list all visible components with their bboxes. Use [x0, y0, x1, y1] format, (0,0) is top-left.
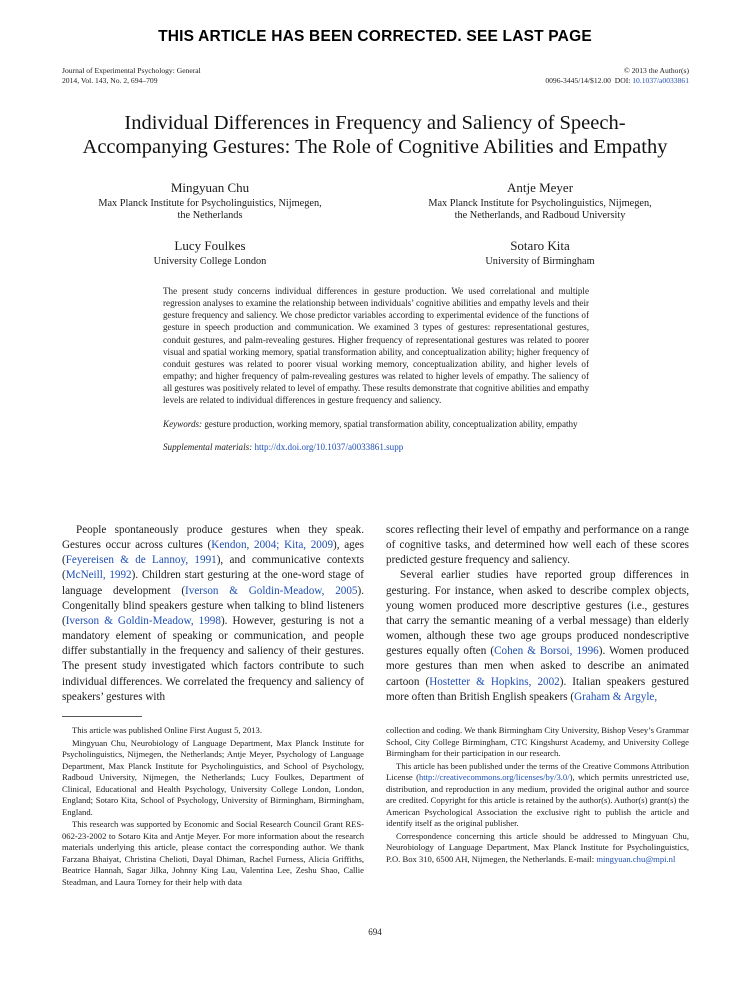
body-text: ). Women produced more gestures than men when asked to describe an animated cartoon ( [386, 645, 689, 688]
footnote-text: ), which permits unrestricted use, distribution, and reproduction in any medium, provided the original author and source are credited. Copyright for this article is retained by the author(s). Author(s) grant(s) the American Psychological Association the exclusive right to publish the article and identify itself as the original publisher. [386, 772, 689, 828]
author-block [70, 180, 350, 222]
citation-link[interactable]: Hostetter & Hopkins, 2002 [429, 675, 560, 688]
article-title [60, 111, 690, 159]
citation-link[interactable]: Cohen & Borsoi, 1996 [494, 645, 599, 658]
journal-name: Journal of Experimental Psychology: General [62, 66, 201, 75]
citation-link[interactable]: Graham & Argyle, [574, 690, 658, 703]
footnote [386, 831, 689, 866]
author-affiliation: the Netherlands [177, 210, 243, 221]
body-text: ), ages ( [62, 539, 364, 567]
body-text: ). Children start gesturing at the one-word stage of language development ( [62, 569, 365, 597]
author-affiliation: University College London [153, 256, 267, 267]
issn: 0096-3445/14/$12.00 [545, 75, 611, 85]
footnote: This article was published Online First August 5, 2013. [72, 725, 263, 735]
citation-link[interactable]: Iverson & Goldin-Meadow, 1998 [65, 614, 221, 627]
citation-link[interactable]: Kendon, 2004; Kita, 2009 [211, 539, 334, 552]
author-affiliation: Max Planck Institute for Psycholinguistics, Nijmegen, [98, 198, 322, 209]
body-text: ). Italian speakers gestured more often than British English speakers ( [386, 675, 689, 703]
body-text: ), and communicative contexts ( [62, 554, 364, 582]
supplemental-label: Supplemental materials: [163, 441, 253, 452]
author-name: Sotaro Kita [510, 238, 570, 253]
correction-banner: THIS ARTICLE HAS BEEN CORRECTED. SEE LAST PAGE [158, 28, 592, 45]
footnotes-left [62, 725, 364, 888]
abstract [163, 285, 589, 453]
body-paragraph: scores reflecting their level of empathy and performance on a range of cognitive tasks, and determined how well each of these scores predicted gesture frequency and saliency. [386, 524, 689, 567]
doi-link[interactable]: 10.1037/a0033861 [632, 75, 689, 85]
keywords-label: Keywords: [163, 418, 203, 429]
issn-doi [545, 76, 689, 86]
body-text: ). However, gesturing is not a mandatory element of speaking or communication, and people differ substantially in the frequency and saliency of their gestures. The present study investigated which factors contribute to such individual differences. We correlated the frequency and saliency of speakers’ gestures with [62, 614, 364, 703]
author-block [70, 238, 350, 268]
body-text: People spontaneously produce gestures when they speak. Gestures occur across cultures ( [62, 524, 364, 552]
author-name: Mingyuan Chu [170, 180, 250, 195]
keywords [163, 418, 589, 430]
footnote: Mingyuan Chu, Neurobiology of Language Department, Max Planck Institute for Psycholinguistics, Nijmegen, the Netherlands; Antje Meyer, Psychology of Language Department, Max Planck Institute for Psycholinguistics, and School of Psychology, Radboud University, Nijmegen, the Netherlands; Lucy Foulkes, Department of Clinical, Educational and Health Psychology, University College London, London, England; Sotaro Kita, School of Psychology, University of Birmingham, Birmingham, England. [62, 737, 364, 817]
title-line-2: Accompanying Gestures: The Role of Cognitive Abilities and Empathy [82, 136, 668, 158]
journal-header-left [62, 66, 201, 85]
title-line-1: Individual Differences in Frequency and Saliency of Speech- [124, 112, 626, 134]
keywords-text: gesture production, working memory, spatial transformation ability, conceptualization ability, empathy [204, 418, 578, 429]
footnote: This research was supported by Economic and Social Research Council Grant RES-062-23-2002 to Sotaro Kita and Antje Meyer. For more information about the research materials underlying this article, please contact the corresponding author. We thank Farzana Bhaiyat, Christina Chelioti, Dayal Dhiman, Rachel Furness, Alicia Griffiths, Beatrice Hannah, Sagar Jilka, Johnny King Lau, Valentina Lee, Zeshu Shao, Callie Steadman, and Laura Torney for their help with data [62, 819, 364, 887]
email-label: E-mail: [568, 853, 595, 864]
author-block [395, 238, 685, 268]
footnote-text: Correspondence concerning this article should be addressed to Mingyuan Chu, Neurobiology of Language Department, Max Planck Institute for Psycholinguistics, P.O. Box 310, 6500 AH, Nijmegen, the Netherlands. [386, 830, 689, 864]
footnote [386, 761, 689, 830]
body-paragraph [62, 523, 364, 705]
body-column-left [62, 523, 364, 705]
author-affiliation: University of Birmingham [485, 256, 595, 267]
doi-label: DOI: [614, 75, 631, 85]
author-affiliation: Max Planck Institute for Psycholinguistics, Nijmegen, [428, 198, 652, 209]
copyright: © 2013 the Author(s) [623, 66, 689, 75]
page-number: 694 [368, 927, 382, 937]
supplemental-link[interactable]: http://dx.doi.org/10.1037/a0033861.supp [254, 441, 404, 452]
body-column-right [386, 523, 689, 705]
license-link[interactable]: http://creativecommons.org/licenses/by/3.0/ [418, 772, 570, 782]
footnote-divider [62, 716, 142, 717]
body-text: Several earlier studies have reported group differences in gesturing. For instance, when asked to describe complex objects, young women produced more descriptive gestures (i.e., gestures that carry the semantic meaning of a verbal message) than elderly women, although these two age groups produced nondescriptive gestures equally often ( [386, 569, 689, 658]
author-affiliation: the Netherlands, and Radboud University [454, 210, 626, 221]
abstract-text: The present study concerns individual differences in gesture production. We used correlational and multiple regression analyses to examine the relationship between individuals’ cognitive abilities and empathy levels and their gesture frequency and saliency. We chose predictor variables according to experimental evidence of the functions of gesture in speech production and communication. We examined 3 types of gestures: representational gestures, conduit gestures, and palm-revealing gestures. Higher frequency of representational gestures was related to poorer visual and spatial working memory, spatial transformation ability, and conceptualization ability; higher frequency of conduit gestures was related to poorer visual working memory, conceptualization ability, and higher levels of empathy; and higher frequency of palm-revealing gestures was related to higher levels of empathy. The saliency of all gestures was positively related to level of empathy. These results demonstrate that cognitive abilities and empathy levels are related to individual differences in gesture frequency and saliency. [163, 286, 589, 406]
body-paragraph [386, 568, 689, 704]
supplemental-materials [163, 441, 589, 453]
author-name: Antje Meyer [506, 180, 574, 195]
citation-link[interactable]: Feyereisen & de Lannoy, 1991 [65, 554, 217, 567]
author-name: Lucy Foulkes [174, 238, 246, 253]
author-block [395, 180, 685, 222]
email-link[interactable]: mingyuan.chu@mpi.nl [596, 853, 676, 864]
footnotes-right [386, 725, 689, 865]
citation-link[interactable]: Iverson & Goldin-Meadow, 2005 [185, 584, 358, 597]
body-text: ). Congenitally blind speakers gesture when talking to blind listeners ( [62, 584, 364, 627]
citation-link[interactable]: McNeill, 1992 [65, 569, 132, 582]
journal-volume: 2014, Vol. 143, No. 2, 694–709 [62, 75, 158, 85]
footnote: collection and coding. We thank Birmingham City University, Bishop Vesey’s Grammar School, City College Birmingham, CTC Kingshurst Academy, and University College Birmingham for their participation in our research. [386, 725, 689, 758]
footnote-text: This article has been published under the terms of the Creative Commons Attribution License ( [386, 760, 689, 782]
journal-header-right [545, 66, 689, 85]
